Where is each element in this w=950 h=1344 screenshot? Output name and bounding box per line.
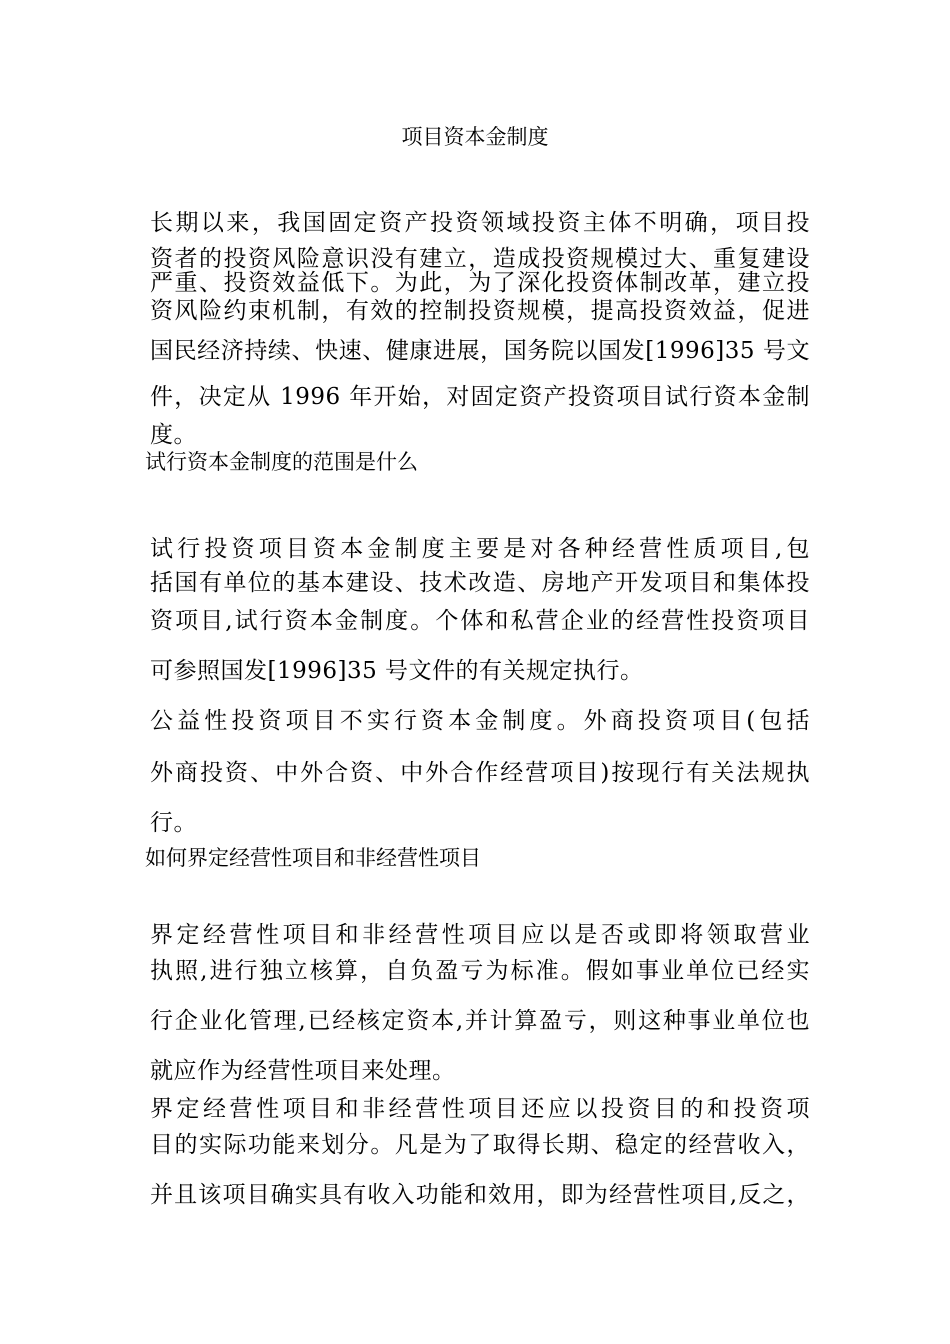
paragraph-line: 行。 [150,810,197,836]
document-title: 项目资本金制度 [401,125,549,149]
paragraph-line: 外商投资、中外合资、中外合作经营项目)按现行有关法规执 [150,760,810,786]
intro-line: 长期以来，我国固定资产投资领域投资主体不明确，项目投 [150,210,810,236]
paragraph-line: 执照,进行独立核算，自负盈亏为标准。假如事业单位已经实 [150,958,810,984]
paragraph-line: 行企业化管理,已经核定资本,并计算盈亏，则这种事业单位也 [150,1008,810,1034]
intro-line: 资者的投资风险意识没有建立，造成投资规模过大、重复建设 [150,246,810,272]
paragraph-line: 公益性投资项目不实行资本金制度。外商投资项目(包括 [150,708,810,734]
paragraph-line: 界定经营性项目和非经营性项目还应以投资目的和投资项 [150,1096,810,1122]
intro-line: 度。 [150,422,197,448]
paragraph-line: 括国有单位的基本建设、技术改造、房地产开发项目和集体投 [150,570,810,596]
intro-line: 资风险约束机制，有效的控制投资规模，提高投资效益，促进 [150,298,810,324]
paragraph-line: 就应作为经营性项目来处理。 [150,1058,456,1084]
paragraph-line: 目的实际功能来划分。凡是为了取得长期、稳定的经营收入， [150,1132,810,1158]
section-heading: 如何界定经营性项目和非经营性项目 [145,846,481,870]
intro-line: 严重、投资效益低下。为此，为了深化投资体制改革，建立投 [150,270,810,296]
paragraph-line: 资项目,试行资本金制度。个体和私营企业的经营性投资项目 [150,608,810,634]
intro-line: 国民经济持续、快速、健康进展，国务院以国发[1996]35 号文 [150,338,810,364]
paragraph-line: 界定经营性项目和非经营性项目应以是否或即将领取营业 [150,922,810,948]
paragraph-line: 并且该项目确实具有收入功能和效用，即为经营性项目,反之， [150,1182,810,1208]
paragraph-line: 试行投资项目资本金制度主要是对各种经营性质项目,包 [150,536,810,562]
section-heading: 试行资本金制度的范围是什么 [145,450,418,474]
paragraph-line: 可参照国发[1996]35 号文件的有关规定执行。 [150,658,644,684]
intro-line: 件，决定从 1996 年开始，对固定资产投资项目试行资本金制 [150,384,810,410]
